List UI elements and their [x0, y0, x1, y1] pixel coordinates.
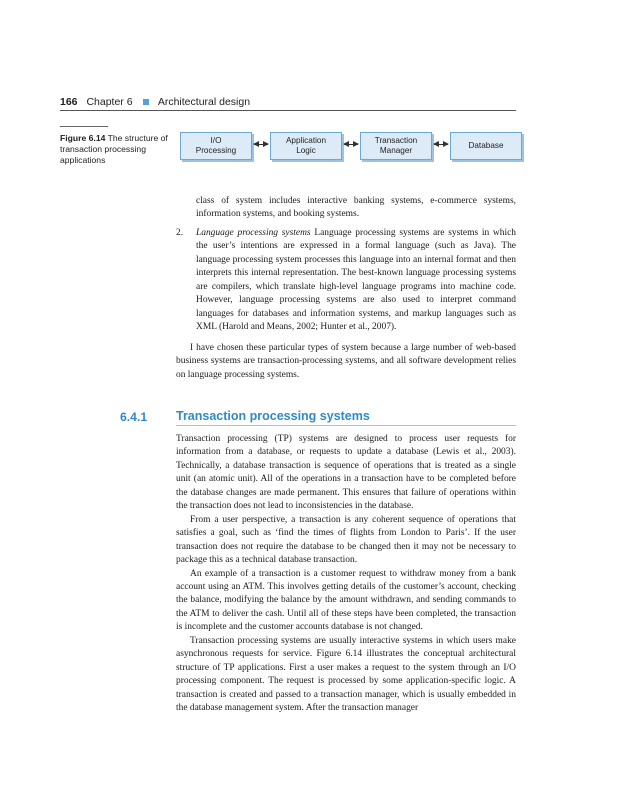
chapter-title: Architectural design	[157, 96, 251, 108]
tp-architecture-diagram	[178, 130, 520, 162]
double-arrow-icon	[344, 144, 358, 145]
intro-paragraph	[176, 342, 516, 382]
figure-label: Figure 6.14	[60, 133, 106, 143]
paragraph: An example of a transaction is a customer request to withdraw money from a bank account using an ATM. This involves getting details of the customer’s account, checking the balance, modifying the balance by the amount withdrawn, and sending commands to the ATM to deliver the cash. Until all of these steps have been completed, the transaction is incomplete and the customer accounts database is not changed.	[176, 568, 516, 633]
list-item-body: Language processing systems are systems in which the user’s intentions are expressed in a formal language (such as Java). The language processing system processes this language into an internal format and then interprets this internal representation. The best-known language processing systems are compilers, which translate high-level language programs into machine code. However, language processing systems are also used to interpret command languages for databases and information systems, and markup languages such as XML (Harold and Means, 2002; Hunter et al., 2007).	[196, 228, 516, 333]
box-label-line1: Application	[285, 136, 327, 145]
box-label-line2: Manager	[379, 146, 413, 155]
section-number: 6.4.1	[120, 410, 148, 424]
list-item-text	[196, 227, 516, 335]
paragraph: Transaction processing systems are usually interactive systems in which users make asynchronous requests for service. Figure 6.14 illustrates the conceptual architectural structure of TP applications. First a user makes a request to the system through an I/O processing component. The request is processed by some application-specific logic. A transaction is created and passed to a transaction manager, which is usually embedded in the database management system. After the transaction manager	[176, 635, 516, 714]
page-number: 166	[60, 96, 78, 108]
list-item-term: Language processing systems	[196, 228, 311, 238]
figure-caption-text: The structure of transaction processing applications	[60, 133, 168, 165]
header-divider	[60, 110, 516, 111]
double-arrow-icon	[434, 144, 448, 145]
continuation-text: class of system includes interactive banking systems, e-commerce systems, information systems, and booking systems.	[196, 196, 516, 220]
section-divider	[176, 425, 516, 426]
chapter-label: Chapter 6	[86, 96, 133, 108]
double-arrow-icon	[254, 144, 268, 145]
diagram-box-database	[450, 132, 522, 160]
diagram-box-io-processing	[180, 132, 252, 160]
paragraph: I have chosen these particular types of system because a large number of web-based business systems are transaction-processing systems, and all software development relies on language processing systems.	[176, 343, 516, 380]
section-title: Transaction processing systems	[176, 409, 370, 423]
separator-square-icon	[143, 99, 149, 105]
caption-divider	[60, 126, 108, 127]
figure-caption	[60, 133, 178, 166]
box-label-line1: I/O	[210, 136, 222, 145]
box-label-line1: Database	[468, 141, 504, 150]
paragraph: Transaction processing (TP) systems are designed to process user requests for information from a database, or requests to update a database (Lewis et al., 2003). Technically, a database transaction is sequence of operations that is treated as a single unit (an atomic unit). All of the operations in a transaction have to be completed before the database changes are made permanent. This ensures that failure of operations within the transaction does not lead to inconsistencies in the database.	[176, 434, 516, 512]
box-label-line2: Processing	[195, 146, 237, 155]
box-label-line2: Logic	[296, 146, 316, 155]
diagram-box-transaction-manager	[360, 132, 432, 160]
section-body	[176, 433, 516, 716]
diagram-box-application-logic	[270, 132, 342, 160]
list-number: 2.	[176, 228, 184, 238]
list-item-continuation	[196, 195, 516, 222]
list-item-2	[176, 227, 516, 335]
paragraph: From a user perspective, a transaction is any coherent sequence of operations that satisfies a goal, such as ‘find the times of flights from London to Paris’. If the user transaction does not require the database to be changed then it may not be necessary to package this as a technical database transaction.	[176, 514, 516, 566]
running-header	[60, 96, 250, 108]
box-label-line1: Transaction	[374, 136, 418, 145]
